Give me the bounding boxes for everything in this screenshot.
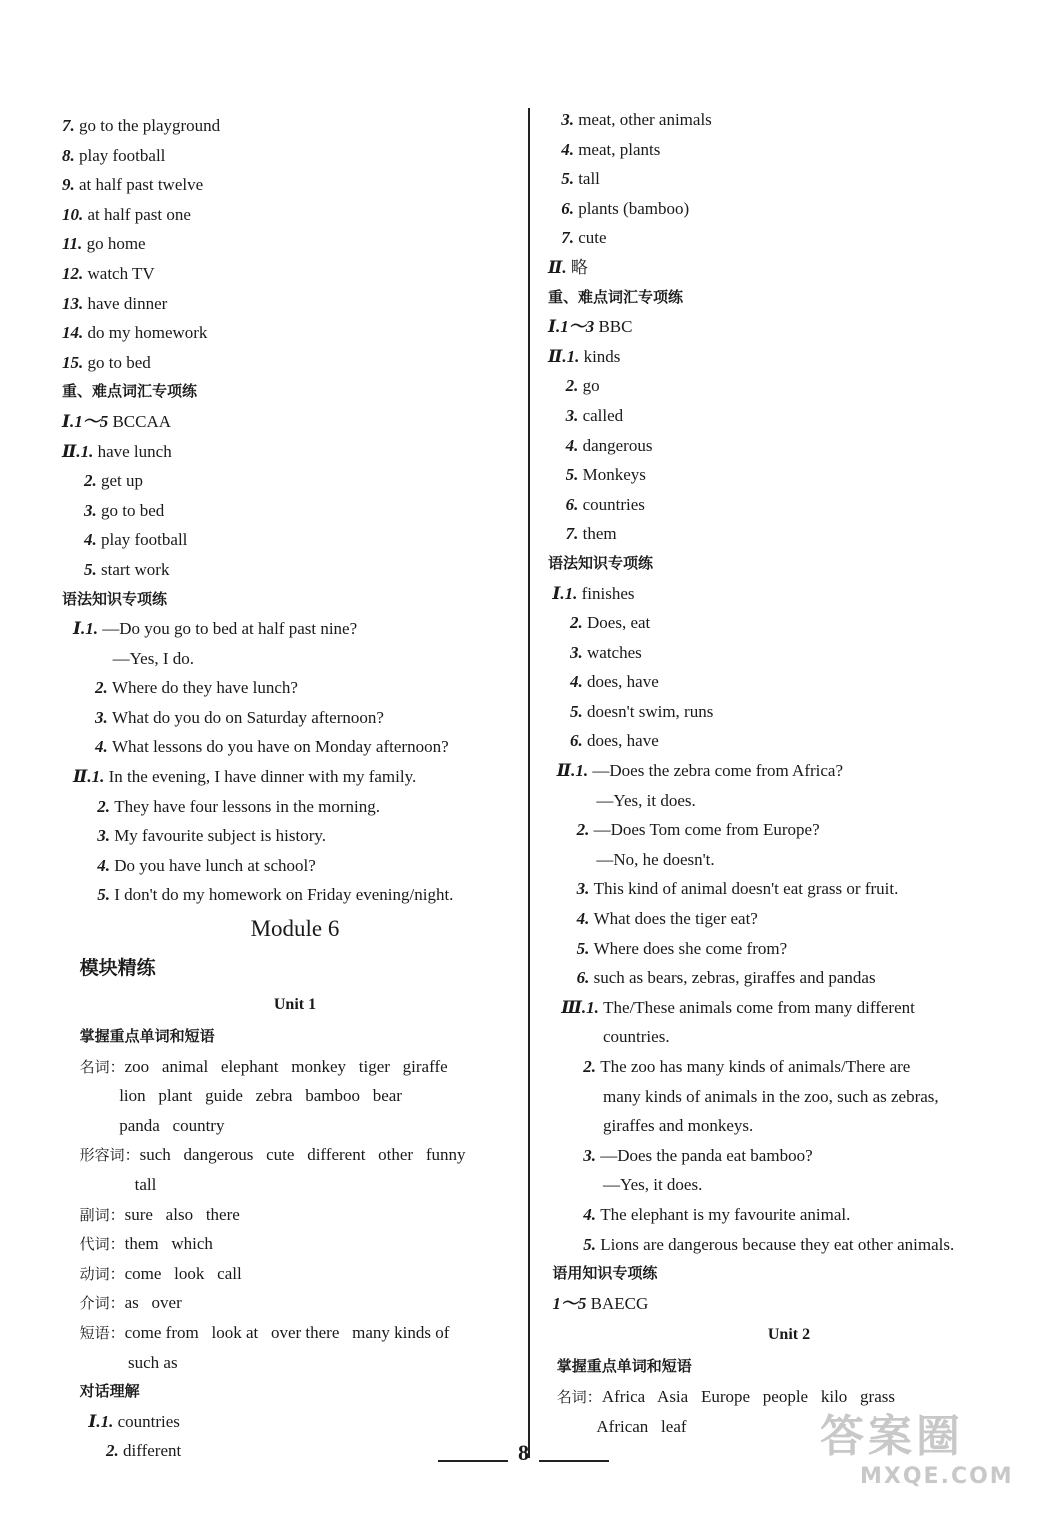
answer-line (62, 289, 528, 319)
answer-text: —Does Tom come from Europe? (593, 820, 820, 840)
item-number: 2. (570, 613, 587, 633)
answer-line (62, 1407, 528, 1437)
category-label: 介词： (79, 1294, 125, 1313)
answer-line (548, 1289, 1030, 1319)
category-words: such dangerous cute different other funny (139, 1145, 466, 1165)
answer-line (548, 431, 1030, 461)
answer-text: meat, other animals (578, 110, 712, 129)
item-number: 7. (62, 116, 79, 135)
footer-ornament-left (438, 1450, 508, 1462)
answer-line (62, 348, 528, 378)
answer-line (62, 141, 528, 171)
answer-text: The/These animals come from many different (603, 997, 915, 1017)
item-number: 2. (576, 820, 594, 840)
item-number: 4. (583, 1204, 601, 1224)
category-label: 形容词： (79, 1146, 140, 1165)
answer-text: panda country (119, 1115, 225, 1135)
category-words: as over (124, 1293, 182, 1313)
answer-line (62, 496, 528, 526)
section-heading: 语法知识专项练 (62, 589, 168, 608)
item-number: 2. (95, 678, 112, 698)
answer-line (62, 200, 528, 230)
vocab-category (62, 1259, 528, 1289)
category-words: come from look at over there many kinds of (124, 1322, 450, 1342)
item-number: 4. (95, 737, 112, 757)
item-number: Ⅱ. (548, 257, 571, 277)
answer-text: watch TV (87, 263, 155, 283)
item-number: 2. (97, 796, 115, 816)
item-number: Ⅰ.1. (88, 1411, 118, 1431)
category-label: 名词： (556, 1387, 602, 1406)
answer-line (548, 697, 1030, 727)
answer-line (62, 318, 528, 348)
item-number: Ⅰ.1. (552, 583, 582, 603)
item-number: 8. (62, 145, 79, 165)
answer-text: them (582, 524, 617, 544)
answer-text: watches (587, 642, 642, 662)
answer-line (548, 904, 1030, 934)
answer-text: go to bed (101, 500, 165, 520)
answer-line (62, 792, 528, 822)
item-number: Ⅱ.1. (556, 761, 593, 781)
answer-line (62, 880, 528, 910)
item-number: 5. (97, 885, 115, 905)
vocab-category (62, 1288, 528, 1318)
answer-line (62, 762, 528, 792)
answer-text: The elephant is my favourite animal. (600, 1204, 851, 1224)
category-label: 代词： (79, 1235, 125, 1254)
answer-line (548, 460, 1030, 490)
answer-line (548, 667, 1030, 697)
category-words: Africa Asia Europe people kilo grass (601, 1386, 895, 1406)
answer-line (62, 732, 528, 762)
answer-line (62, 437, 528, 467)
answer-text: play football (79, 145, 166, 165)
answer-line (548, 1052, 1030, 1082)
answer-line (548, 1170, 1030, 1200)
item-number: 5. (576, 938, 594, 958)
category-label: 动词： (79, 1264, 125, 1283)
answer-line (62, 111, 528, 141)
answer-text: dangerous (582, 435, 653, 455)
answer-text: countries (582, 494, 645, 514)
answer-text: —Yes, it does. (596, 790, 696, 810)
section-heading: 掌握重点单词和短语 (556, 1357, 692, 1376)
item-number: 14. (62, 323, 88, 343)
answer-text: Monkeys (582, 465, 646, 485)
answer-text: BAECG (590, 1293, 649, 1313)
item-number: 4. (561, 139, 579, 159)
vocab-category (62, 1229, 528, 1259)
answer-text: finishes (581, 583, 635, 603)
answer-line (548, 934, 1030, 964)
answer-text: meat, plants (578, 139, 661, 159)
answer-text: My favourite subject is history. (114, 826, 327, 846)
category-words: them which (124, 1234, 213, 1254)
vocab-category (62, 1052, 528, 1082)
answer-line (548, 194, 1030, 224)
item-number: 3. (570, 642, 587, 662)
answer-text: different (123, 1441, 182, 1461)
item-number: 6. (576, 968, 594, 988)
answer-text: go to bed (87, 352, 151, 372)
answer-text: African leaf (596, 1416, 687, 1436)
item-number: 6. (561, 198, 579, 218)
section-heading: 对话理解 (79, 1382, 140, 1401)
item-number: 2. (565, 376, 583, 396)
answer-line (548, 342, 1030, 372)
answer-line (548, 312, 1030, 342)
answer-line (548, 253, 1030, 283)
answer-text: They have four lessons in the morning. (114, 796, 380, 816)
item-number: 5. (570, 701, 587, 721)
footer-ornament-right (539, 1450, 609, 1462)
answer-line (548, 135, 1030, 165)
answer-text: get up (101, 471, 144, 491)
answer-line (548, 490, 1030, 520)
vocab-category (62, 1140, 528, 1170)
answer-text: play football (101, 530, 188, 550)
answer-line (62, 1170, 528, 1200)
answer-text: plants (bamboo) (578, 198, 690, 218)
answer-text: What does the tiger eat? (593, 909, 758, 929)
answer-text: many kinds of animals in the zoo, such as zebras, (603, 1086, 939, 1106)
item-number: Ⅱ.1. (548, 346, 584, 366)
answer-text: cute (578, 228, 607, 248)
answer-line (62, 555, 528, 585)
item-number: 6. (570, 731, 587, 751)
answer-text: —Does the panda eat bamboo? (600, 1145, 813, 1165)
left-column (62, 111, 528, 1466)
item-number: 2. (84, 471, 101, 491)
answer-text: 略 (570, 257, 588, 277)
answer-line (62, 466, 528, 496)
category-words: sure also there (124, 1204, 240, 1224)
item-number: 4. (576, 909, 594, 929)
answer-text: Where does she come from? (593, 938, 788, 958)
item-number: 5. (84, 559, 101, 579)
category-label: 短语： (79, 1323, 125, 1342)
answer-line (548, 815, 1030, 845)
item-number: Ⅲ.1. (561, 997, 604, 1017)
watermark-url: MXQE.COM (860, 1464, 1014, 1489)
answer-line (62, 821, 528, 851)
section-heading: 重、难点词汇专项练 (548, 287, 684, 306)
item-number: 12. (62, 263, 88, 283)
vocab-category (62, 1318, 528, 1348)
answer-text: countries. (603, 1027, 670, 1047)
answer-text: —Yes, it does. (603, 1175, 703, 1195)
item-number: Ⅰ.1～5 (62, 411, 113, 431)
item-number: 6. (565, 494, 583, 514)
item-number: 5. (561, 169, 579, 189)
answer-line (548, 963, 1030, 993)
answer-text: tall (134, 1175, 157, 1194)
answer-text: start work (101, 559, 170, 579)
category-words: come look call (124, 1263, 242, 1283)
answer-line (548, 371, 1030, 401)
item-number: 3. (583, 1145, 601, 1165)
module-section-heading: 模块精练 (79, 957, 156, 980)
answer-text: do my homework (87, 323, 208, 343)
answer-text: go home (86, 234, 146, 254)
item-number: 3. (576, 879, 594, 899)
answer-text: countries (117, 1411, 180, 1431)
answer-line (62, 614, 528, 644)
answer-text: The zoo has many kinds of animals/There are (600, 1057, 911, 1076)
item-number: 7. (561, 228, 579, 248)
answer-line (62, 644, 528, 674)
item-number: 3. (565, 405, 583, 425)
category-label: 副词： (79, 1205, 125, 1224)
item-number: 3. (97, 826, 115, 846)
item-number: Ⅱ.1. (62, 441, 98, 461)
item-number: 4. (97, 855, 115, 875)
answer-line (548, 519, 1030, 549)
answer-line (548, 579, 1030, 609)
answer-text: have lunch (97, 441, 172, 461)
answer-text: does, have (587, 672, 659, 692)
answer-line (548, 786, 1030, 816)
item-number: 4. (565, 435, 583, 455)
section-heading: 语法知识专项练 (548, 553, 654, 572)
answer-line (548, 874, 1030, 904)
answer-text: tall (578, 169, 600, 189)
answer-text: at half past one (87, 204, 191, 224)
answer-text: such as (128, 1352, 178, 1372)
answer-text: —No, he doesn't. (596, 849, 715, 869)
answer-line (548, 993, 1030, 1023)
answer-text: doesn't swim, runs (587, 701, 714, 721)
answer-line (62, 170, 528, 200)
answer-line (548, 1111, 1030, 1141)
answer-line (548, 756, 1030, 786)
answer-text: BBC (598, 317, 633, 337)
item-number: 5. (565, 465, 583, 485)
answer-line (548, 726, 1030, 756)
answer-line (62, 525, 528, 555)
answer-text: go to the playground (79, 116, 221, 135)
item-number: Ⅱ.1. (73, 767, 109, 787)
answer-line (62, 673, 528, 703)
answer-text: does, have (587, 731, 659, 751)
answer-text: at half past twelve (79, 175, 204, 195)
answer-line (62, 1081, 528, 1111)
answer-line (548, 1141, 1030, 1171)
category-words: zoo animal elephant monkey tiger giraffe (124, 1056, 448, 1076)
answer-line (62, 407, 528, 437)
right-column (548, 105, 1030, 1441)
answer-text: giraffes and monkeys. (603, 1116, 754, 1136)
answer-text: What lessons do you have on Monday afternoon? (112, 737, 449, 757)
item-number: 4. (84, 530, 101, 550)
item-number: 15. (62, 352, 88, 372)
item-number: 4. (570, 672, 587, 692)
answer-text: have dinner (87, 293, 168, 313)
section-heading: 掌握重点单词和短语 (79, 1027, 215, 1046)
answer-text: I don't do my homework on Friday evening/night. (114, 885, 454, 905)
answer-line (548, 164, 1030, 194)
answer-text: —Does the zebra come from Africa? (592, 761, 844, 781)
answer-line (62, 851, 528, 881)
section-heading: 重、难点词汇专项练 (62, 382, 198, 401)
answer-line (548, 1082, 1030, 1112)
answer-text: Lions are dangerous because they eat other animals. (600, 1234, 955, 1254)
unit-title: Unit 1 (273, 996, 317, 1014)
answer-line (62, 229, 528, 259)
answer-text: This kind of animal doesn't eat grass or fruit. (593, 879, 899, 899)
answer-line (548, 845, 1030, 875)
answer-line (548, 608, 1030, 638)
answer-line (62, 1348, 528, 1378)
answer-line (62, 703, 528, 733)
answer-text: —Do you go to bed at half past nine? (102, 619, 358, 639)
answer-text: called (582, 405, 624, 425)
item-number: 7. (565, 524, 583, 544)
answer-line (548, 1022, 1030, 1052)
section-heading: 语用知识专项练 (552, 1264, 658, 1283)
item-number: Ⅰ.1～3 (548, 317, 599, 337)
answer-text: Do you have lunch at school? (114, 855, 316, 875)
answer-line (548, 1200, 1030, 1230)
module-title: Module 6 (250, 916, 340, 942)
item-number: 2. (583, 1057, 601, 1076)
answer-text: lion plant guide zebra bamboo bear (119, 1086, 402, 1106)
answer-text: Where do they have lunch? (112, 678, 298, 698)
answer-line (548, 638, 1030, 668)
item-number: 2. (106, 1441, 123, 1461)
item-number: 3. (95, 707, 112, 727)
answer-line (62, 1111, 528, 1141)
answer-text: Does, eat (587, 613, 651, 633)
item-number: 3. (84, 500, 101, 520)
answer-text: BCCAA (112, 411, 172, 431)
answer-text: kinds (583, 346, 621, 366)
watermark-logo-text: 答案圈 (820, 1411, 964, 1462)
answer-line (62, 259, 528, 289)
watermark (820, 1400, 1014, 1489)
answer-text: such as bears, zebras, giraffes and pandas (593, 968, 876, 988)
answer-line (548, 223, 1030, 253)
item-number: 11. (62, 234, 87, 254)
column-divider (528, 108, 530, 1458)
vocab-category (62, 1200, 528, 1230)
item-number: 5. (583, 1234, 601, 1254)
answer-text: —Yes, I do. (112, 648, 194, 668)
answer-text: In the evening, I have dinner with my family. (108, 767, 417, 787)
item-number: 9. (62, 175, 79, 195)
category-label: 名词： (79, 1057, 125, 1076)
answer-line (548, 105, 1030, 135)
item-number: 10. (62, 204, 88, 224)
page-number: 8 (518, 1440, 529, 1465)
item-number: 3. (561, 110, 579, 129)
unit-title: Unit 2 (767, 1326, 811, 1344)
answer-line (548, 401, 1030, 431)
item-number: 13. (62, 293, 88, 313)
answer-text: What do you do on Saturday afternoon? (112, 707, 384, 727)
answer-text: go (582, 376, 600, 396)
item-number: Ⅰ.1. (73, 619, 103, 639)
item-number: 1～5 (552, 1293, 591, 1313)
answer-line (548, 1230, 1030, 1260)
